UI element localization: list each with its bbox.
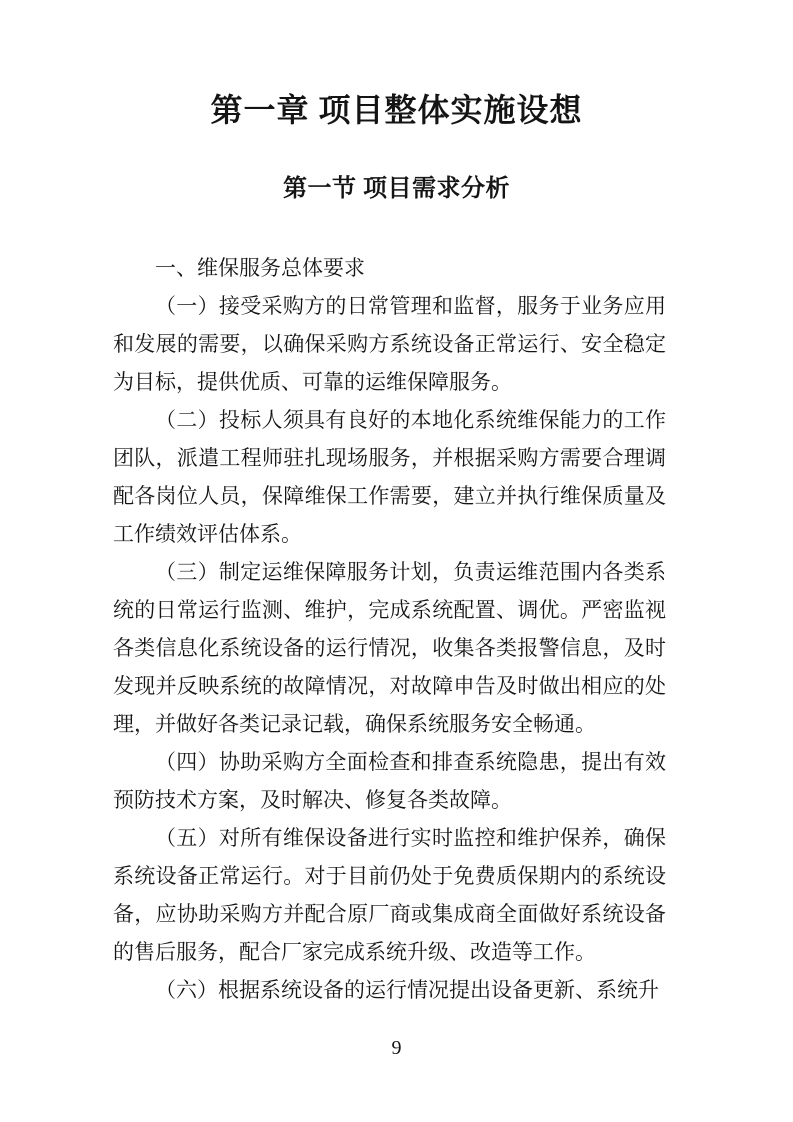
paragraph: （六）根据系统设备的运行情况提出设备更新、系统升 bbox=[155, 978, 659, 1002]
paragraph: （五）对所有维保设备进行实时监控和维护保养，确保系统设备正常运行。对于目前仍处于免费质保期内的系统设备，应协助采购方并配合原厂商或集成商全面做好系统设备的售后服务，配合厂家完成系统升级、改造等工作。 bbox=[113, 826, 666, 964]
paragraph: （四）协助采购方全面检查和排查系统隐患，提出有效预防技术方案，及时解决、修复各类故障。 bbox=[113, 750, 666, 812]
chapter-title: 第一章 项目整体实施设想 bbox=[210, 92, 583, 128]
paragraph-heading: 一、维保服务总体要求 bbox=[155, 256, 365, 280]
section-title: 第一节 项目需求分析 bbox=[283, 176, 510, 202]
document-body bbox=[113, 249, 666, 1009]
paragraph: （三）制定运维保障服务计划，负责运维范围内各类系统的日常运行监测、维护，完成系统配置、调优。严密监视各类信息化系统设备的运行情况，收集各类报警信息，及时发现并反映系统的故障情况，对故障申告及时做出相应的处理，并做好各类记录记载，确保系统服务安全畅通。 bbox=[113, 560, 666, 736]
page-number: 9 bbox=[391, 1037, 402, 1059]
paragraph: （二）投标人须具有良好的本地化系统维保能力的工作团队，派遣工程师驻扎现场服务，并根据采购方需要合理调配各岗位人员，保障维保工作需要，建立并执行维保质量及工作绩效评估体系。 bbox=[113, 408, 666, 546]
paragraph: （一）接受采购方的日常管理和监督，服务于业务应用和发展的需要，以确保采购方系统设备正常运行、安全稳定为目标，提供优质、可靠的运维保障服务。 bbox=[113, 294, 666, 394]
